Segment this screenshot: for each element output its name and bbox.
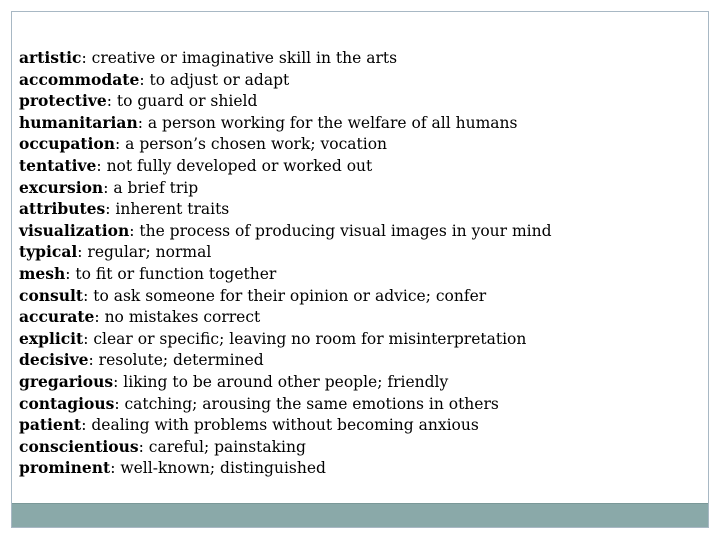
vocab-definition: : creative or imaginative skill in the arts	[81, 49, 398, 67]
vocabulary-list	[19, 47, 552, 479]
vocab-term: gregarious	[19, 371, 114, 391]
vocab-definition: : catching; arousing the same emotions in others	[114, 394, 499, 413]
vocab-term: humanitarian	[19, 112, 138, 132]
slide	[11, 11, 709, 528]
vocab-definition: : dealing with problems without becoming anxious	[81, 416, 479, 435]
vocab-term: prominent	[19, 458, 111, 478]
vocab-definition: : no mistakes correct	[94, 308, 261, 327]
vocab-definition: : to adjust or adapt	[139, 70, 290, 89]
vocab-term: conscientious	[19, 436, 139, 456]
vocab-item-conscientious	[19, 436, 552, 458]
vocab-item-decisive	[19, 349, 552, 371]
vocab-term: visualization	[19, 220, 130, 240]
vocab-definition: : the process of producing visual images in your mind	[129, 221, 552, 240]
vocab-item-explicit	[19, 328, 552, 350]
vocab-term: decisive	[19, 350, 89, 370]
vocab-item-mesh	[19, 263, 552, 285]
vocab-term: consult	[19, 285, 84, 305]
vocab-term: protective	[19, 91, 107, 111]
vocab-item-tentative	[19, 155, 552, 177]
vocab-term: mesh	[19, 263, 66, 283]
vocab-definition: : well-known; distinguished	[110, 459, 326, 478]
vocab-definition: : to fit or function together	[65, 264, 277, 283]
vocab-item-attributes	[19, 198, 552, 220]
vocab-item-accommodate	[19, 69, 552, 91]
vocab-item-accurate	[19, 306, 552, 328]
vocab-item-gregarious	[19, 371, 552, 393]
vocab-item-contagious	[19, 393, 552, 415]
vocab-definition: : a brief trip	[103, 178, 199, 197]
vocab-item-occupation	[19, 133, 552, 155]
vocab-term: attributes	[19, 199, 106, 219]
vocab-definition: : not fully developed or worked out	[96, 156, 373, 175]
vocab-term: excursion	[19, 177, 104, 197]
vocab-item-visualization	[19, 220, 552, 242]
vocab-term: occupation	[19, 134, 116, 154]
vocab-term: typical	[19, 242, 78, 262]
vocab-item-prominent	[19, 457, 552, 479]
vocab-term: contagious	[19, 393, 115, 413]
vocab-definition: : to ask someone for their opinion or advice; confer	[83, 286, 487, 305]
vocab-definition: : regular; normal	[77, 243, 212, 262]
vocab-term: explicit	[19, 328, 84, 348]
vocab-item-humanitarian	[19, 112, 552, 134]
vocab-term: tentative	[19, 155, 97, 175]
vocab-term: patient	[19, 415, 82, 435]
vocab-term: artistic	[19, 48, 82, 67]
vocab-definition: : inherent traits	[105, 200, 230, 219]
vocab-definition: : a person’s chosen work; vocation	[115, 135, 388, 154]
vocab-term: accurate	[19, 307, 95, 327]
vocab-definition: : resolute; determined	[88, 351, 264, 370]
vocab-item-artistic	[19, 47, 552, 69]
vocab-item-excursion	[19, 177, 552, 199]
vocab-item-typical	[19, 241, 552, 263]
vocab-definition: : to guard or shield	[106, 92, 258, 111]
vocab-definition: : clear or specific; leaving no room for misinterpretation	[83, 329, 527, 348]
vocab-definition: : liking to be around other people; friendly	[113, 372, 449, 391]
vocab-item-consult	[19, 285, 552, 307]
vocab-definition: : a person working for the welfare of all humans	[137, 113, 518, 132]
vocab-item-patient	[19, 414, 552, 436]
footer-bar	[12, 503, 708, 527]
vocab-definition: : careful; painstaking	[138, 437, 306, 456]
vocab-term: accommodate	[19, 69, 140, 89]
vocab-item-protective	[19, 90, 552, 112]
